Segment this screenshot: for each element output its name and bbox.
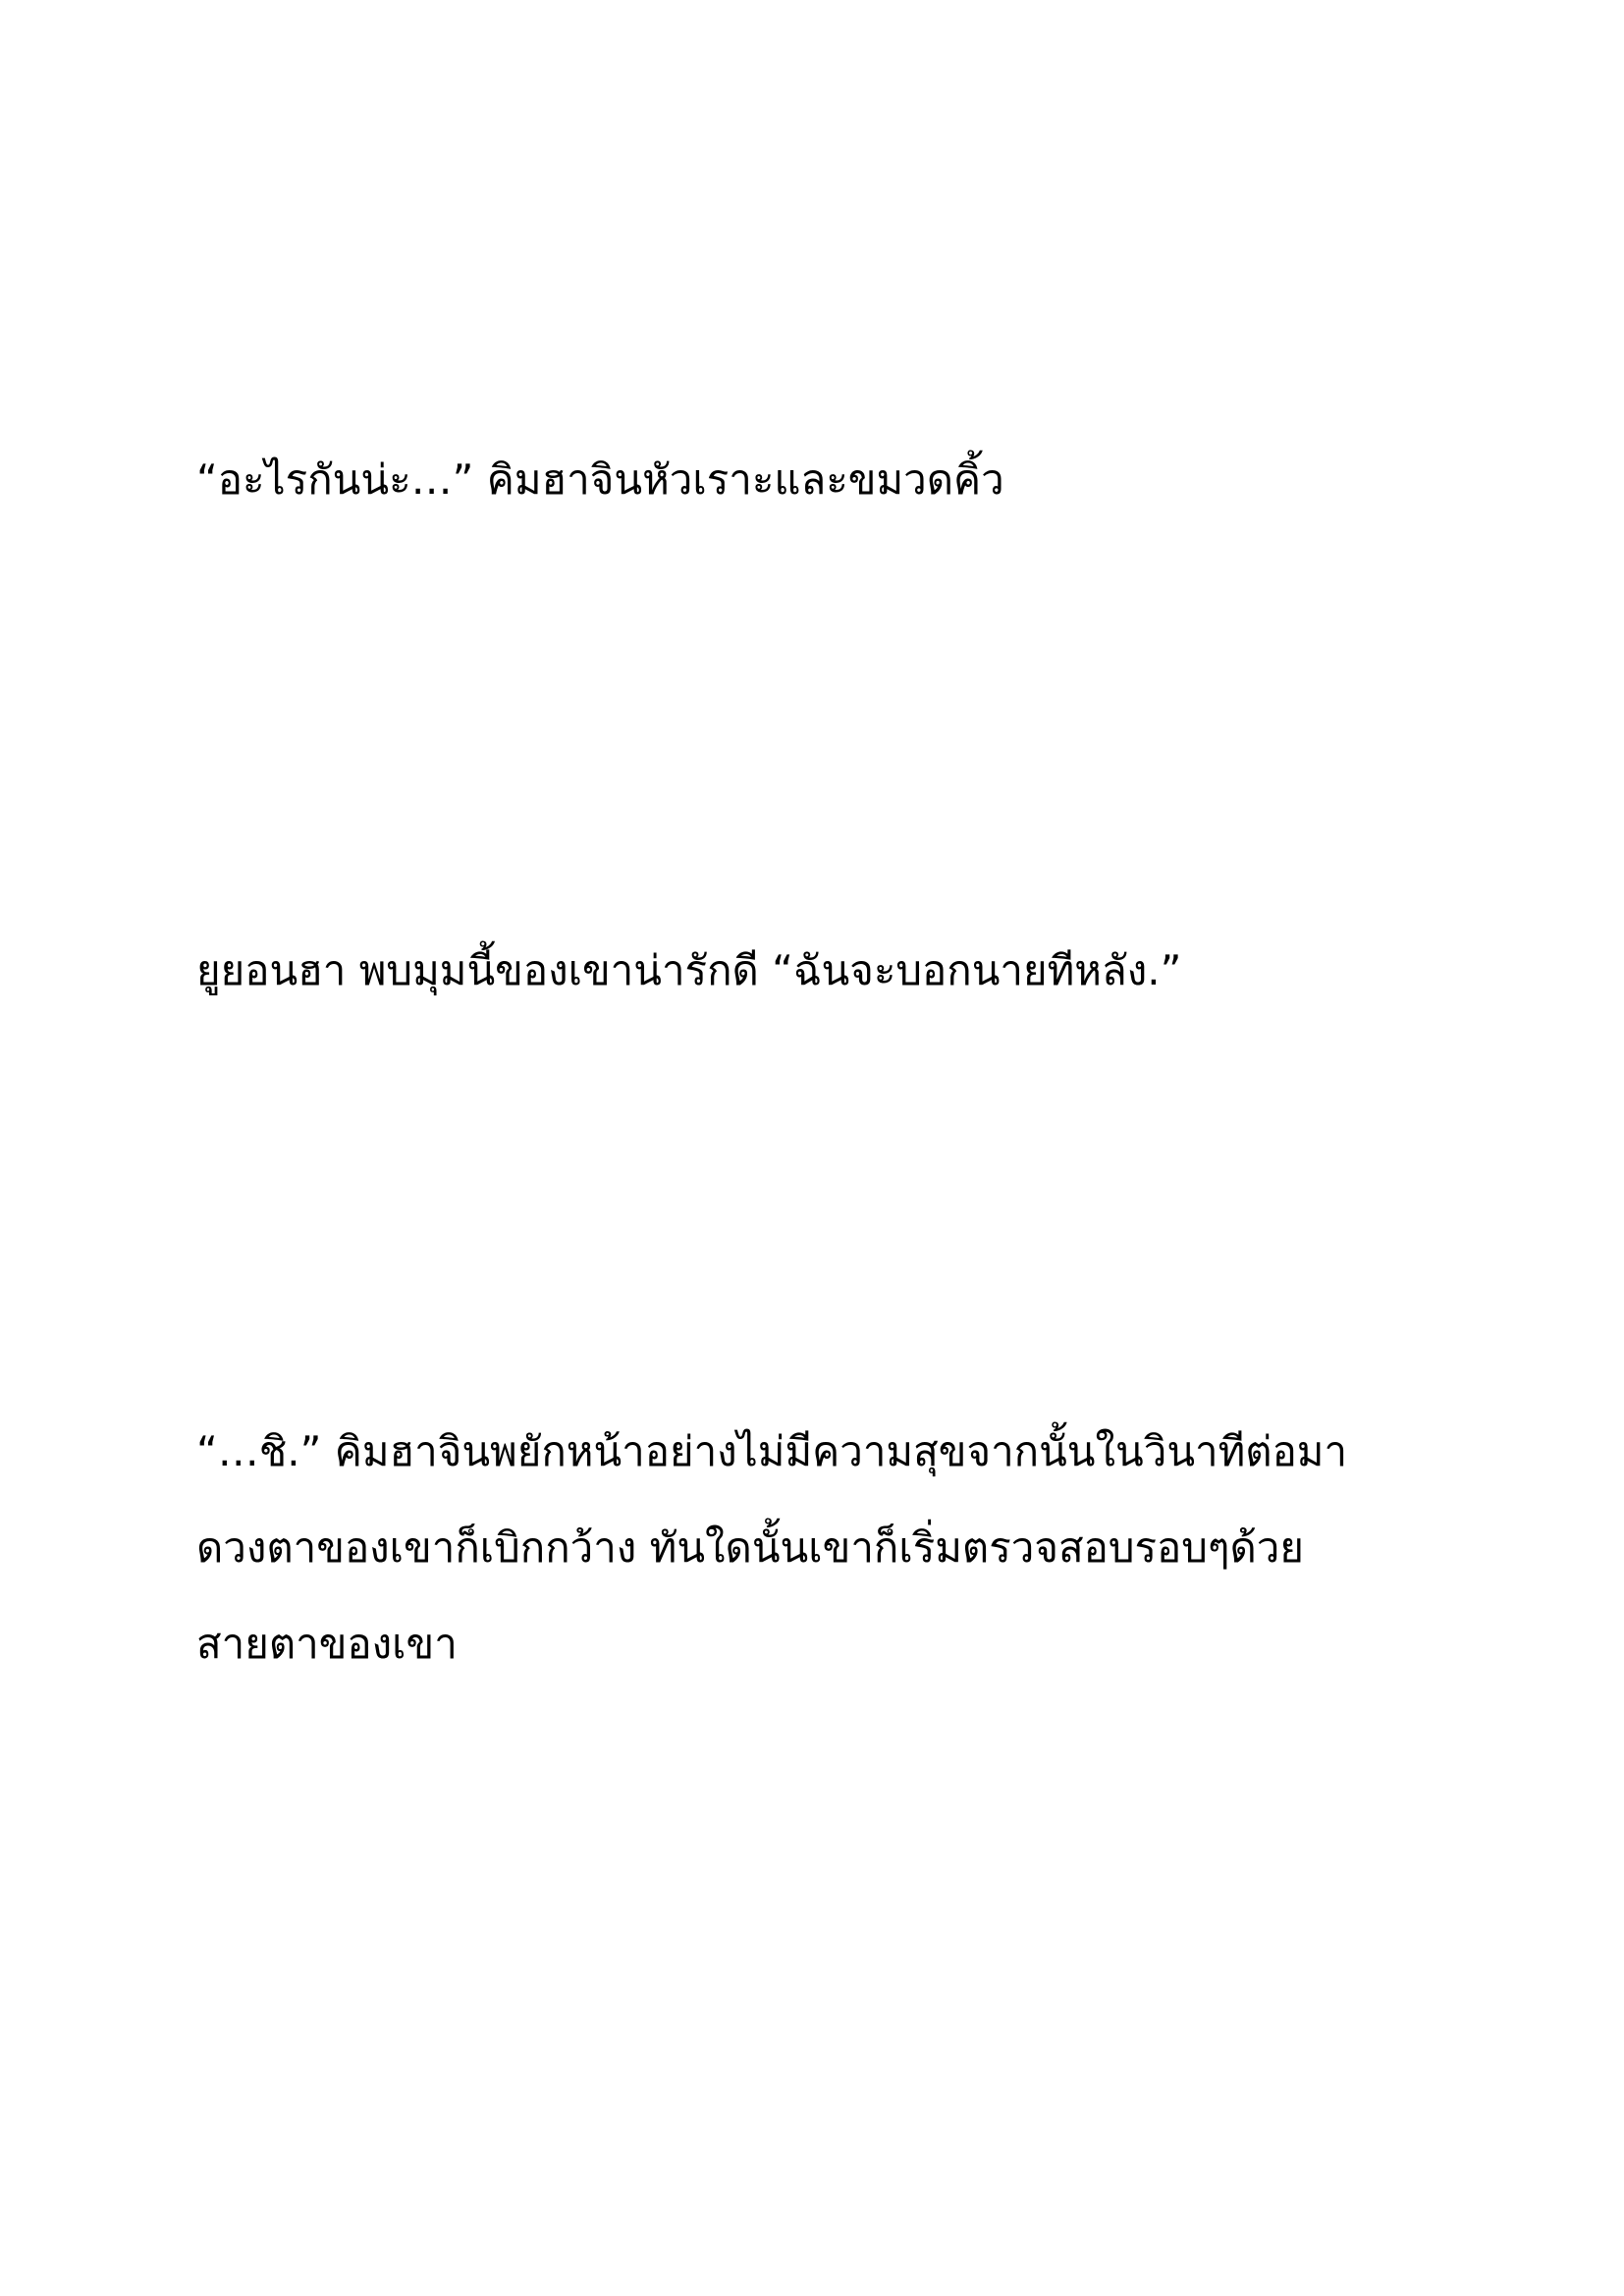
paragraph-1 [196, 432, 1434, 528]
paragraph-2 [196, 923, 1434, 1019]
paragraph-3 [196, 1404, 1434, 1692]
paragraph-line: สายตาของเขา [196, 1620, 458, 1668]
paragraph-line: “…ชิ.” คิมฮาจินพยักหน้าอย่างไม่มีความสุขจากนั้นในวินาทีต่อมา [196, 1427, 1348, 1475]
paragraph-line: “อะไรกันน่ะ…” คิมฮาจินหัวเราะและขมวดคิ้ว [196, 455, 1004, 504]
paragraph-line: ดวงตาของเขาก็เบิกกว้าง ทันใดนั้นเขาก็เริ่มตรวจสอบรอบๆด้วย [196, 1523, 1304, 1572]
paragraph-line: ยูยอนฮา พบมุมนี้ของเขาน่ารักดี “ฉันจะบอกนายทีหลัง.” [196, 946, 1182, 994]
